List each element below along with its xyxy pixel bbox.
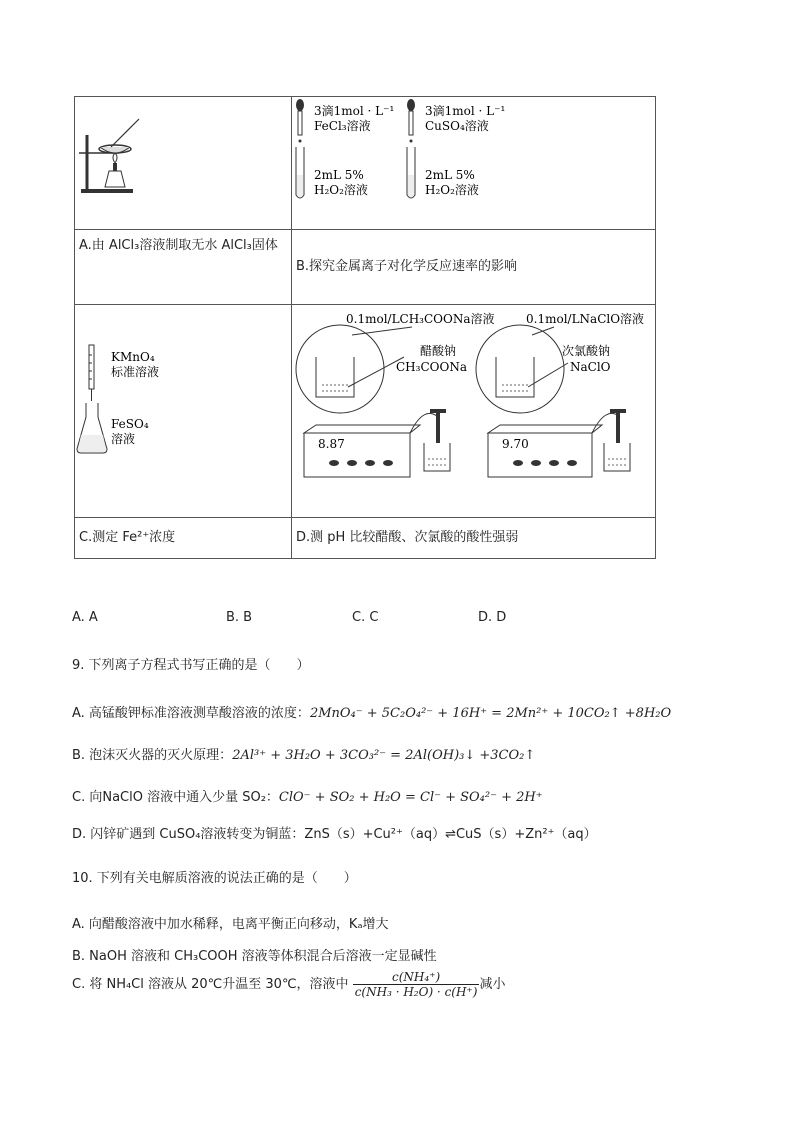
salt1-formula: CH₃COONa [396,360,467,374]
q9-c-text: C. 向NaClO 溶液中通入少量 SO₂： [72,790,279,805]
titration-figure [75,305,291,517]
q10-option-b[interactable]: B. NaOH 溶液和 CH₃COOH 溶液等体积混合后溶液一定显碱性 [72,949,437,964]
flask-label-2: 溶液 [111,432,136,446]
ph-compare-figure [292,305,655,517]
q10-option-a[interactable]: A. 向醋酸溶液中加水稀释，电离平衡正向移动，Kₐ增大 [72,917,389,932]
q9-a-text: A. 高锰酸钾标准溶液测草酸溶液的浓度： [72,706,310,721]
meter1-reading: 8.87 [318,437,345,451]
q10-c-post: 减小 [479,977,506,992]
figure-a-cell [75,97,292,230]
salt2-name: 次氯酸钠 [562,344,611,358]
experiment-table [74,96,656,559]
dropper2-label-1: 3滴1mol · L⁻¹ [425,104,506,118]
figure-b-cell [292,97,656,230]
q9-option-b[interactable] [72,744,535,763]
caption-d: D.测 pH 比较醋酸、次氯酸的酸性强弱 [292,518,656,559]
salt1-name: 醋酸钠 [420,344,457,358]
q9-a-equation: 2MnO₄⁻ + 5C₂O₄²⁻ + 16H⁺ = 2Mn²⁺ + 10CO₂↑ +8H₂O [309,706,672,721]
flask-label-1: FeSO₄ [111,417,149,431]
figure-c-cell [75,305,292,518]
solution2-label: 0.1mol/LNaClO溶液 [526,312,645,326]
burette-label-2: 标准溶液 [111,365,160,379]
evaporation-apparatus-figure [75,97,291,229]
q9-b-equation: 2Al³⁺ + 3H₂O + 3CO₃²⁻ = 2Al(OH)₃↓ +3CO₂↑ [232,748,536,763]
q9-option-c[interactable] [72,786,543,805]
caption-a: A.由 AlCl₃溶液制取无水 AlCl₃固体 [75,230,292,305]
q9-c-equation: ClO⁻ + SO₂ + H₂O = Cl⁻ + SO₄²⁻ + 2H⁺ [278,790,543,805]
tube2-label-1: 2mL 5% [425,168,475,182]
q8-option-b[interactable]: B. B [226,610,253,625]
fraction-denominator: c(NH₃ · H₂O) · c(H⁺) [354,985,478,999]
tube2-label-2: H₂O₂溶液 [425,183,479,197]
fraction-numerator: c(NH₄⁺) [353,970,480,985]
salt2-formula: NaClO [570,360,611,374]
q10-stem: 10. 下列有关电解质溶液的说法正确的是（ ） [72,871,357,886]
solution1-label: 0.1mol/LCH₃COONa溶液 [346,312,495,326]
burette-label-1: KMnO₄ [111,350,155,364]
q10-c-pre: C. 将 NH₄Cl 溶液从 20℃升温至 30℃，溶液中 [72,977,349,992]
dropper1-label-2: FeCl₃溶液 [314,119,371,133]
dropper1-label-1: 3滴1mol · L⁻¹ [314,104,395,118]
q9-stem: 9. 下列离子方程式书写正确的是（ ） [72,658,310,673]
tube1-label-1: 2mL 5% [314,168,364,182]
q9-b-text: B. 泡沫灭火器的灭火原理： [72,748,233,763]
q8-option-c[interactable]: C. C [352,610,379,625]
meter2-reading: 9.70 [502,437,529,451]
dropper2-label-2: CuSO₄溶液 [425,119,489,133]
q8-option-a[interactable]: A. A [72,610,98,625]
tube1-label-2: H₂O₂溶液 [314,183,368,197]
q8-option-d[interactable]: D. D [478,610,507,625]
q9-option-d[interactable]: D. 闪锌矿遇到 CuSO₄溶液转变为铜蓝：ZnS（s）+Cu²⁺（aq）⇌CuS（s）+Zn²⁺（aq） [72,827,597,842]
caption-c: C.测定 Fe²⁺浓度 [75,518,292,559]
figure-d-cell [292,305,656,518]
metal-ion-rate-figure [292,97,655,229]
caption-b: B.探究金属离子对化学反应速率的影响 [292,230,656,305]
q10-c-fraction [353,970,480,999]
q9-option-a[interactable] [72,702,671,721]
q10-option-c[interactable] [72,970,505,999]
